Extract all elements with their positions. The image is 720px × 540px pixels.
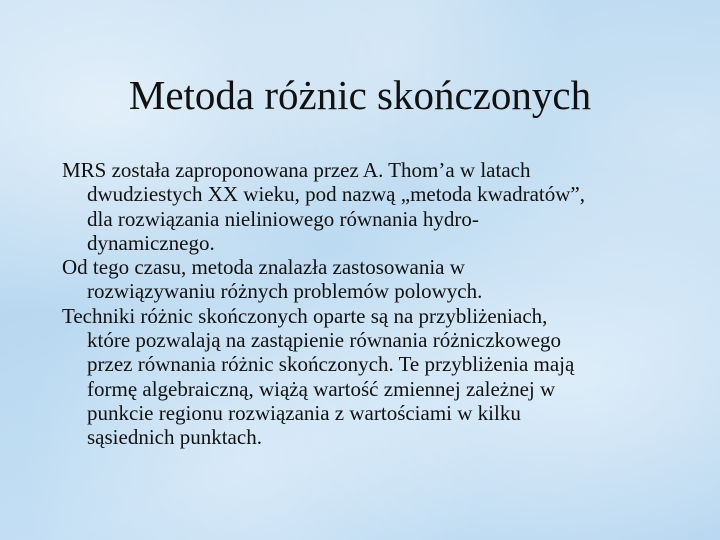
slide-body <box>62 158 672 450</box>
text-line: sąsiednich punktach. <box>87 425 262 450</box>
text-line: MRS została zaproponowana przez A. Thom’a w latach <box>62 158 531 182</box>
text-line: rozwiązywaniu różnych problemów polowych. <box>87 279 483 304</box>
paragraph-mrs-origin <box>62 158 672 255</box>
text-line: Techniki różnic skończonych oparte są na przybliżeniach, <box>62 303 548 328</box>
text-line: Od tego czasu, metoda znalazła zastosowania w <box>62 255 465 280</box>
slide-title: Metoda różnic skończonych <box>128 72 592 118</box>
text-line: które pozwalają na zastąpienie równania różniczkowego <box>87 328 562 353</box>
text-line: dla rozwiązania nieliniowego równania hydro- <box>87 206 479 231</box>
paragraph-applications <box>62 255 672 304</box>
paragraph-techniques <box>62 304 672 450</box>
text-line: przez równania różnic skończonych. Te przybliżenia mają <box>87 352 575 377</box>
text-line: formę algebraiczną, wiążą wartość zmiennej zależnej w <box>87 376 556 401</box>
text-line: dynamicznego. <box>87 230 215 255</box>
text-line: punkcie regionu rozwiązania z wartościami w kilku <box>87 400 521 425</box>
text-line: dwudziestych XX wieku, pod nazwą „metoda kwadratów”, <box>87 182 586 207</box>
